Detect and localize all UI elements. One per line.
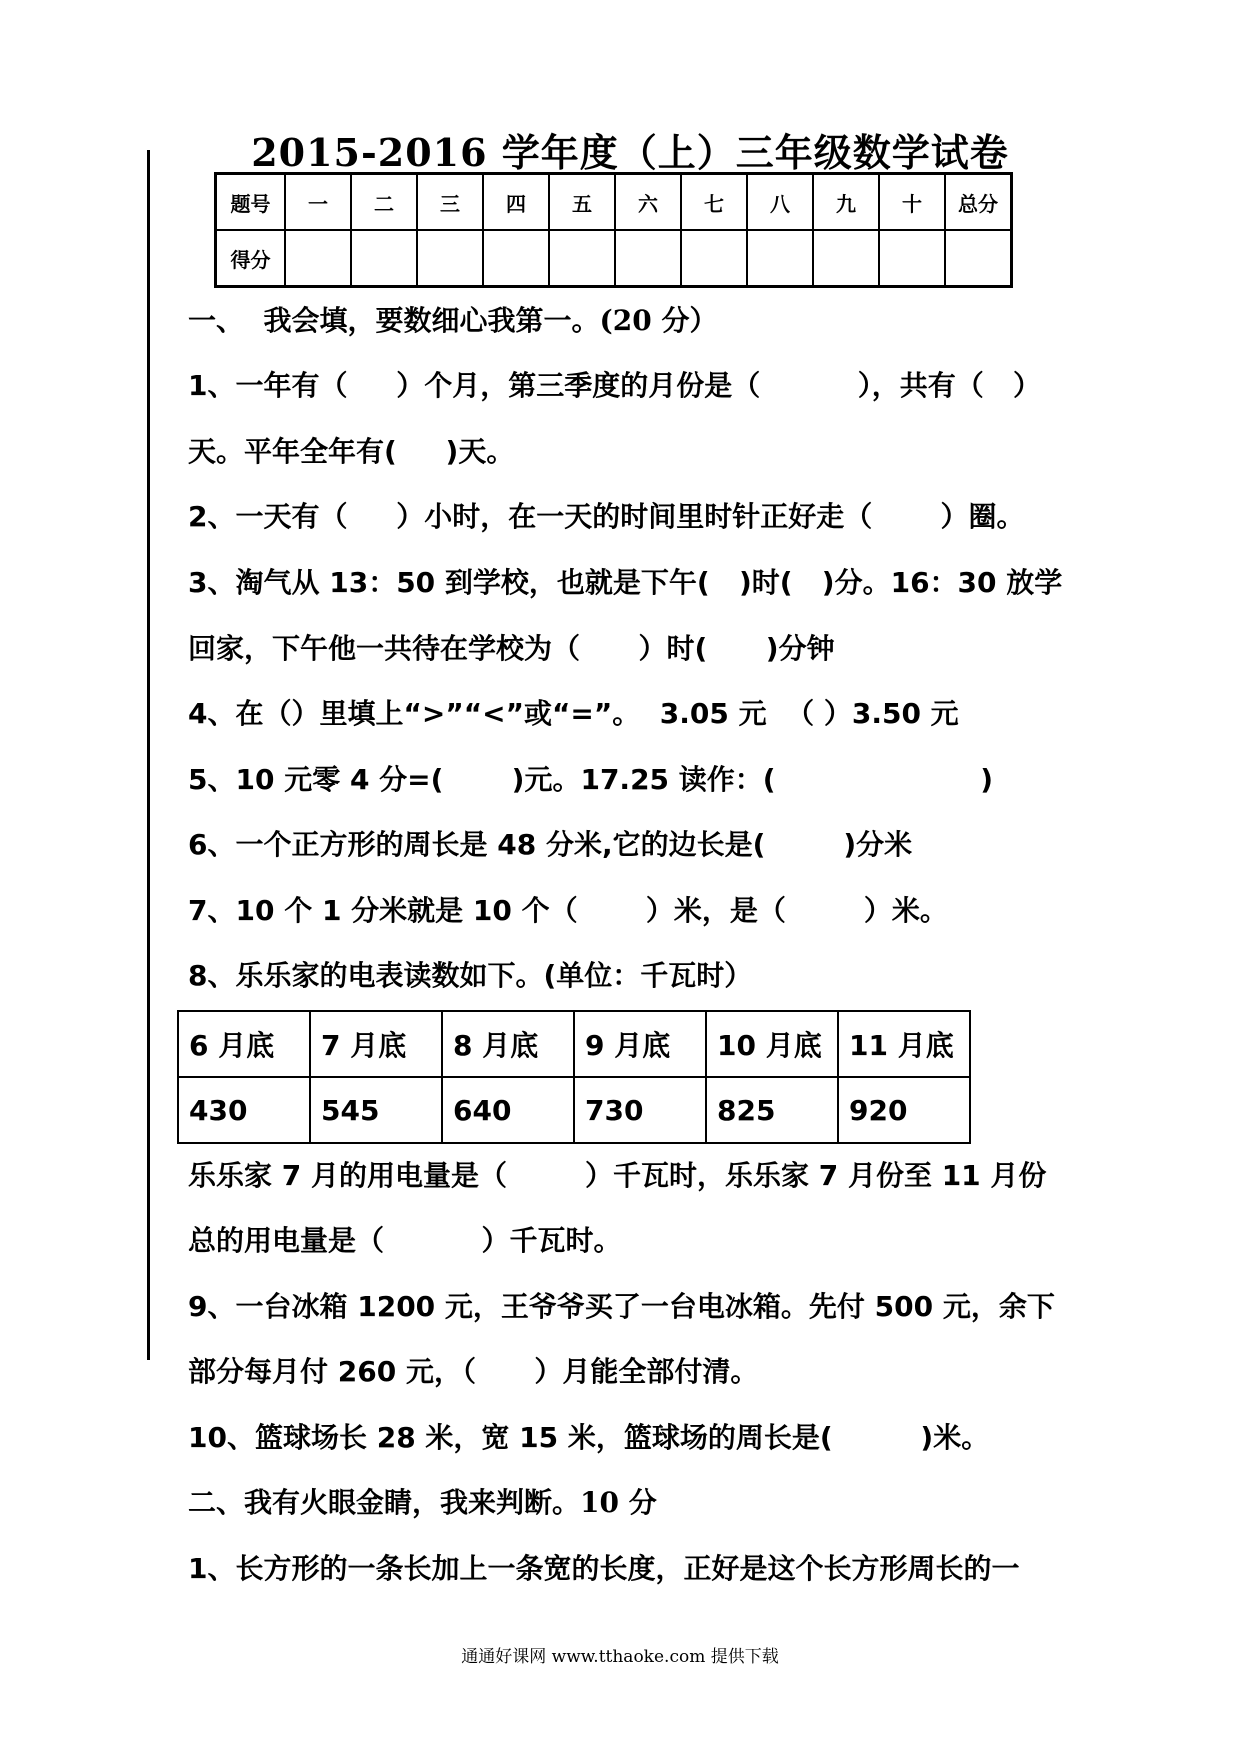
score-cell: 二 — [351, 174, 417, 231]
question-1-line-2: 天。平年全年有( )天。 — [188, 435, 515, 468]
section-two-question-1: 1、长方形的一条长加上一条宽的长度，正好是这个长方形周长的一 — [188, 1552, 1020, 1585]
score-cell: 题号 — [216, 174, 286, 231]
score-cell — [549, 230, 615, 287]
meter-reading-cell: 545 — [310, 1077, 442, 1143]
meter-reading-cell: 920 — [838, 1077, 970, 1143]
meter-reading-cell: 640 — [442, 1077, 574, 1143]
section-one-heading: 一、 我会填，要数细心我第一。(20 分） — [188, 304, 718, 337]
question-8-followup-line-1: 乐乐家 7 月的用电量是（ ）千瓦时，乐乐家 7 月份至 11 月份 — [188, 1159, 1047, 1192]
score-cell — [879, 230, 945, 287]
score-cell: 五 — [549, 174, 615, 231]
score-cell: 得分 — [216, 230, 286, 287]
score-cell: 十 — [879, 174, 945, 231]
meter-month-cell: 11 月底 — [838, 1011, 970, 1077]
meter-month-cell: 8 月底 — [442, 1011, 574, 1077]
meter-reading-cell: 730 — [574, 1077, 706, 1143]
score-cell: 九 — [813, 174, 879, 231]
section-two-heading: 二、我有火眼金睛，我来判断。10 分 — [188, 1486, 657, 1519]
question-3-line-1: 3、淘气从 13：50 到学校，也就是下午( )时( )分。16：30 放学 — [188, 566, 1063, 599]
question-2: 2、一天有（ ）小时，在一天的时间里时针正好走（ ）圈。 — [188, 500, 1025, 533]
electricity-meter-table — [177, 1010, 971, 1144]
score-table — [214, 172, 1013, 288]
score-cell: 总分 — [945, 174, 1012, 231]
page-footer: 通通好课网 www.tthaoke.com 提供下载 — [461, 1647, 779, 1667]
question-9-line-2: 部分每月付 260 元，（ ）月能全部付清。 — [188, 1355, 759, 1388]
question-8: 8、乐乐家的电表读数如下。(单位：千瓦时） — [188, 959, 753, 992]
score-cell — [615, 230, 681, 287]
score-cell: 一 — [285, 174, 351, 231]
meter-month-cell: 6 月底 — [178, 1011, 310, 1077]
score-cell — [285, 230, 351, 287]
question-4: 4、在（）里填上“>”“<”或“=”。 3.05 元 （ ）3.50 元 — [188, 697, 959, 730]
score-cell — [417, 230, 483, 287]
score-cell: 七 — [681, 174, 747, 231]
meter-month-cell: 9 月底 — [574, 1011, 706, 1077]
meter-reading-row — [178, 1077, 970, 1143]
page-title: 2015-2016 学年度（上）三年级数学试卷 — [251, 130, 1009, 175]
score-cell: 八 — [747, 174, 813, 231]
meter-month-cell: 10 月底 — [706, 1011, 838, 1077]
question-3-line-2: 回家，下午他一共待在学校为（ ）时( )分钟 — [188, 632, 835, 665]
score-cell: 三 — [417, 174, 483, 231]
meter-reading-cell: 825 — [706, 1077, 838, 1143]
score-table-header-row — [216, 174, 1012, 231]
question-6: 6、一个正方形的周长是 48 分米,它的边长是( )分米 — [188, 828, 913, 861]
score-cell — [681, 230, 747, 287]
question-1-line-1: 1、一年有（ ）个月，第三季度的月份是（ ），共有（ ） — [188, 369, 1041, 402]
score-cell — [747, 230, 813, 287]
score-cell — [945, 230, 1012, 287]
meter-month-row — [178, 1011, 970, 1077]
score-cell — [813, 230, 879, 287]
question-7: 7、10 个 1 分米就是 10 个（ ）米，是（ ）米。 — [188, 894, 948, 927]
meter-month-cell: 7 月底 — [310, 1011, 442, 1077]
score-cell — [483, 230, 549, 287]
binding-margin-line — [147, 150, 150, 1360]
question-8-followup-line-2: 总的用电量是（ ）千瓦时。 — [188, 1224, 622, 1257]
question-10: 10、篮球场长 28 米，宽 15 米，篮球场的周长是( )米。 — [188, 1421, 990, 1454]
score-cell: 六 — [615, 174, 681, 231]
question-5: 5、10 元零 4 分=( )元。17.25 读作：( ) — [188, 763, 994, 796]
question-9-line-1: 9、一台冰箱 1200 元，王爷爷买了一台电冰箱。先付 500 元，余下 — [188, 1290, 1055, 1323]
score-cell — [351, 230, 417, 287]
score-cell: 四 — [483, 174, 549, 231]
meter-reading-cell: 430 — [178, 1077, 310, 1143]
score-table-score-row — [216, 230, 1012, 287]
